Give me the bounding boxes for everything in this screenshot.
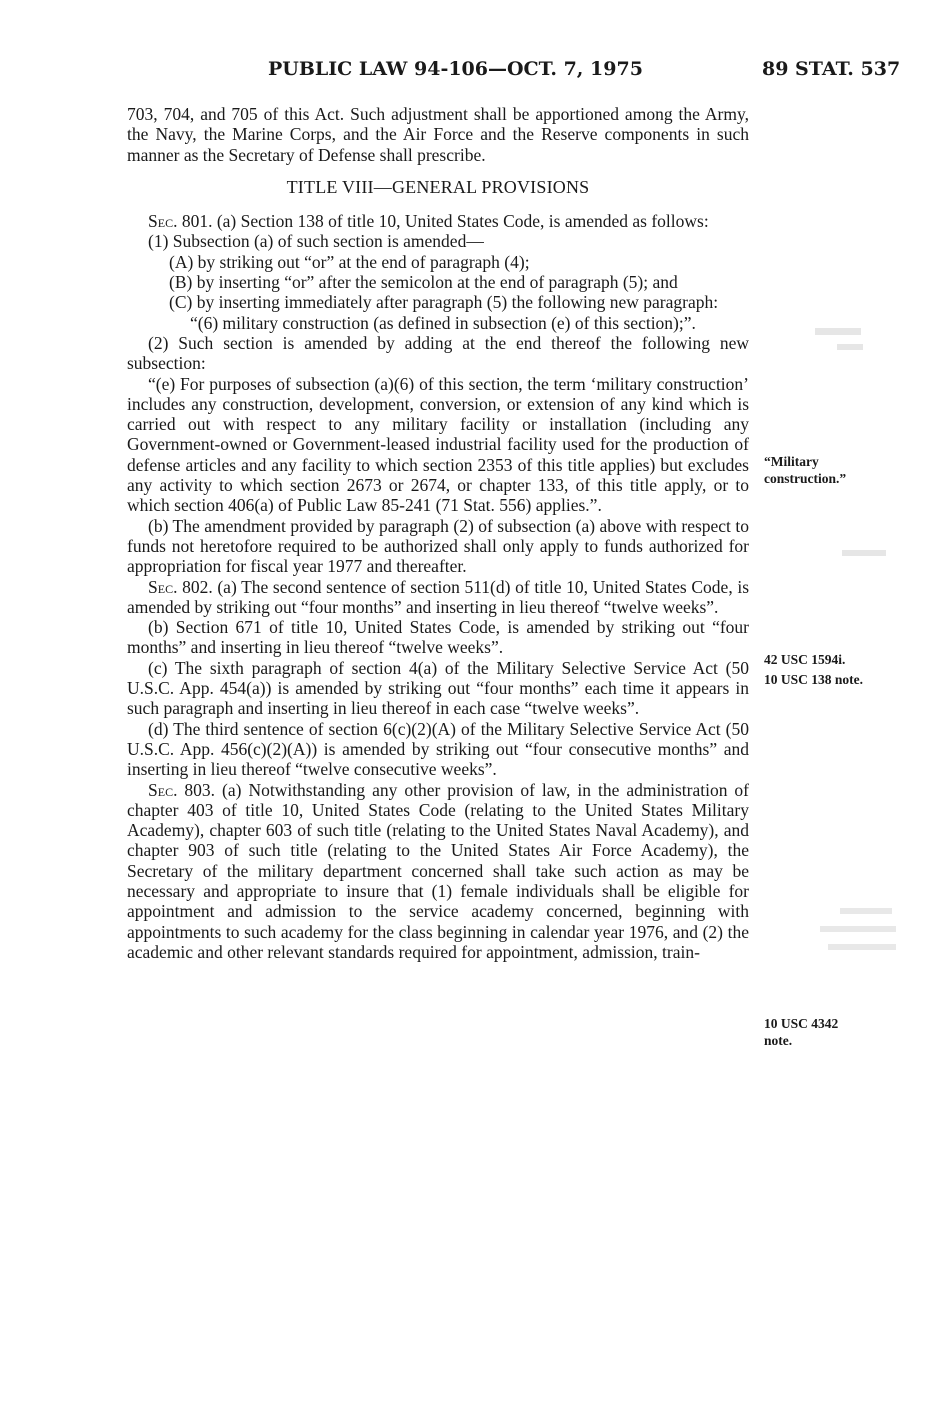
section-801-para-1C-6: “(6) military construction (as defined in subsection (e) of this section);”. — [190, 312, 696, 333]
section-text: 802. (a) The second sentence of section 511(d) of title 10, United States Code, is amended by striking out “four months” and inserting in lieu thereof “twelve weeks”. — [127, 576, 749, 617]
section-801-para-1C: (C) by inserting immediately after paragraph (5) the following new paragraph: — [169, 292, 719, 313]
show-through-artifact — [842, 548, 890, 558]
section-801-intro — [127, 211, 749, 231]
show-through-artifact — [815, 322, 875, 352]
section-803-a — [127, 780, 749, 963]
section-801-para-1A: (A) by striking out “or” at the end of paragraph (4); — [169, 251, 530, 272]
section-801-para-1B: (B) by inserting “or” after the semicolon at the end of paragraph (5); and — [169, 272, 678, 293]
section-801-subsection-e: “(e) For purposes of subsection (a)(6) of this section, the term ‘military construction’ includes any construction, development, conversion, or extension of any kind which is carried out with respect to any military facility or installation (including any Government-owned or Government-leased industrial facility used for the production of defense articles and any facility to which section 2353 of this title applies) but excludes any activity to which section 2673 or 2674, or chapter 133, of this title apply, or to which section 406(a) of Public Law 85-241 (71 Stat. 556) applies.”. — [127, 373, 749, 516]
section-text: 803. (a) Notwithstanding any other provision of law, in the administration of chapter 403 of title 10, United States Code (relating to the United States Military Academy), chapter 603 of such title (relating to the United States Naval Academy), and chapter 903 of such title (relating to the United States Air Force Academy), the Secretary of the military department concerned shall take such action as may be necessary and appropriate to insure that (1) female individuals shall be eligible for appointment and admission to the service academy concerned, beginning with appointments to such academy for the class beginning in calendar year 1976, and (2) the academic and other relevant standards required for appointment, admission, train- — [127, 779, 749, 962]
paragraph-continuation: 703, 704, and 705 of this Act. Such adjustment shall be apportioned among the Army, the Navy, the Marine Corps, and the Air Force and the Reserve components in such manner as the Secretary of Defense shall prescribe. — [127, 104, 749, 165]
section-text: 801. (a) Section 138 of title 10, United States Code, is amended as follows: — [177, 211, 709, 232]
page-citation: 89 STAT. 537 — [762, 58, 901, 80]
section-802-a — [127, 577, 749, 618]
section-label: Sec. — [148, 211, 178, 232]
section-802-b: (b) Section 671 of title 10, United States Code, is amended by striking out “four months” and inserting in lieu thereof “twelve weeks”. — [127, 617, 749, 658]
margin-note-10-usc-4342: 10 USC 4342 note. — [764, 1016, 839, 1048]
main-text — [127, 104, 749, 962]
section-801-subsection-b: (b) The amendment provided by paragraph (2) of subsection (a) above with respect to funds not heretofore required to be authorized shall only apply to funds authorized for appropriation for fiscal year 1977 and thereafter. — [127, 515, 749, 577]
title-heading: TITLE VIII—GENERAL PROVISIONS — [286, 176, 590, 197]
margin-note-42-usc: 42 USC 1594i. — [764, 652, 846, 667]
margin-note-10-usc-138: 10 USC 138 note. — [764, 672, 864, 687]
running-header-title: PUBLIC LAW 94-106—OCT. 7, 1975 — [268, 58, 643, 80]
section-801-para-1: (1) Subsection (a) of such section is amended— — [148, 231, 484, 252]
section-802-c: (c) The sixth paragraph of section 4(a) of the Military Selective Service Act (50 U.S.C. App. 454(a)) is amended by striking out “four months” each time it appears in such paragraph and inserting in lieu thereof in each case “twelve weeks”. — [127, 657, 749, 719]
show-through-artifact — [820, 906, 900, 956]
section-label: Sec. — [148, 576, 178, 597]
margin-note-military-construction: “Military construction.” — [764, 454, 847, 486]
section-801-para-2: (2) Such section is amended by adding at the end thereof the following new subsection: — [127, 332, 749, 374]
section-label: Sec. — [148, 779, 178, 800]
section-802-d: (d) The third sentence of section 6(c)(2)(A) of the Military Selective Service Act (50 U.S.C. App. 456(c)(2)(A)) is amended by striking out “four consecutive months” and inserting in lieu thereof “twelve consecutive weeks”. — [127, 718, 749, 780]
